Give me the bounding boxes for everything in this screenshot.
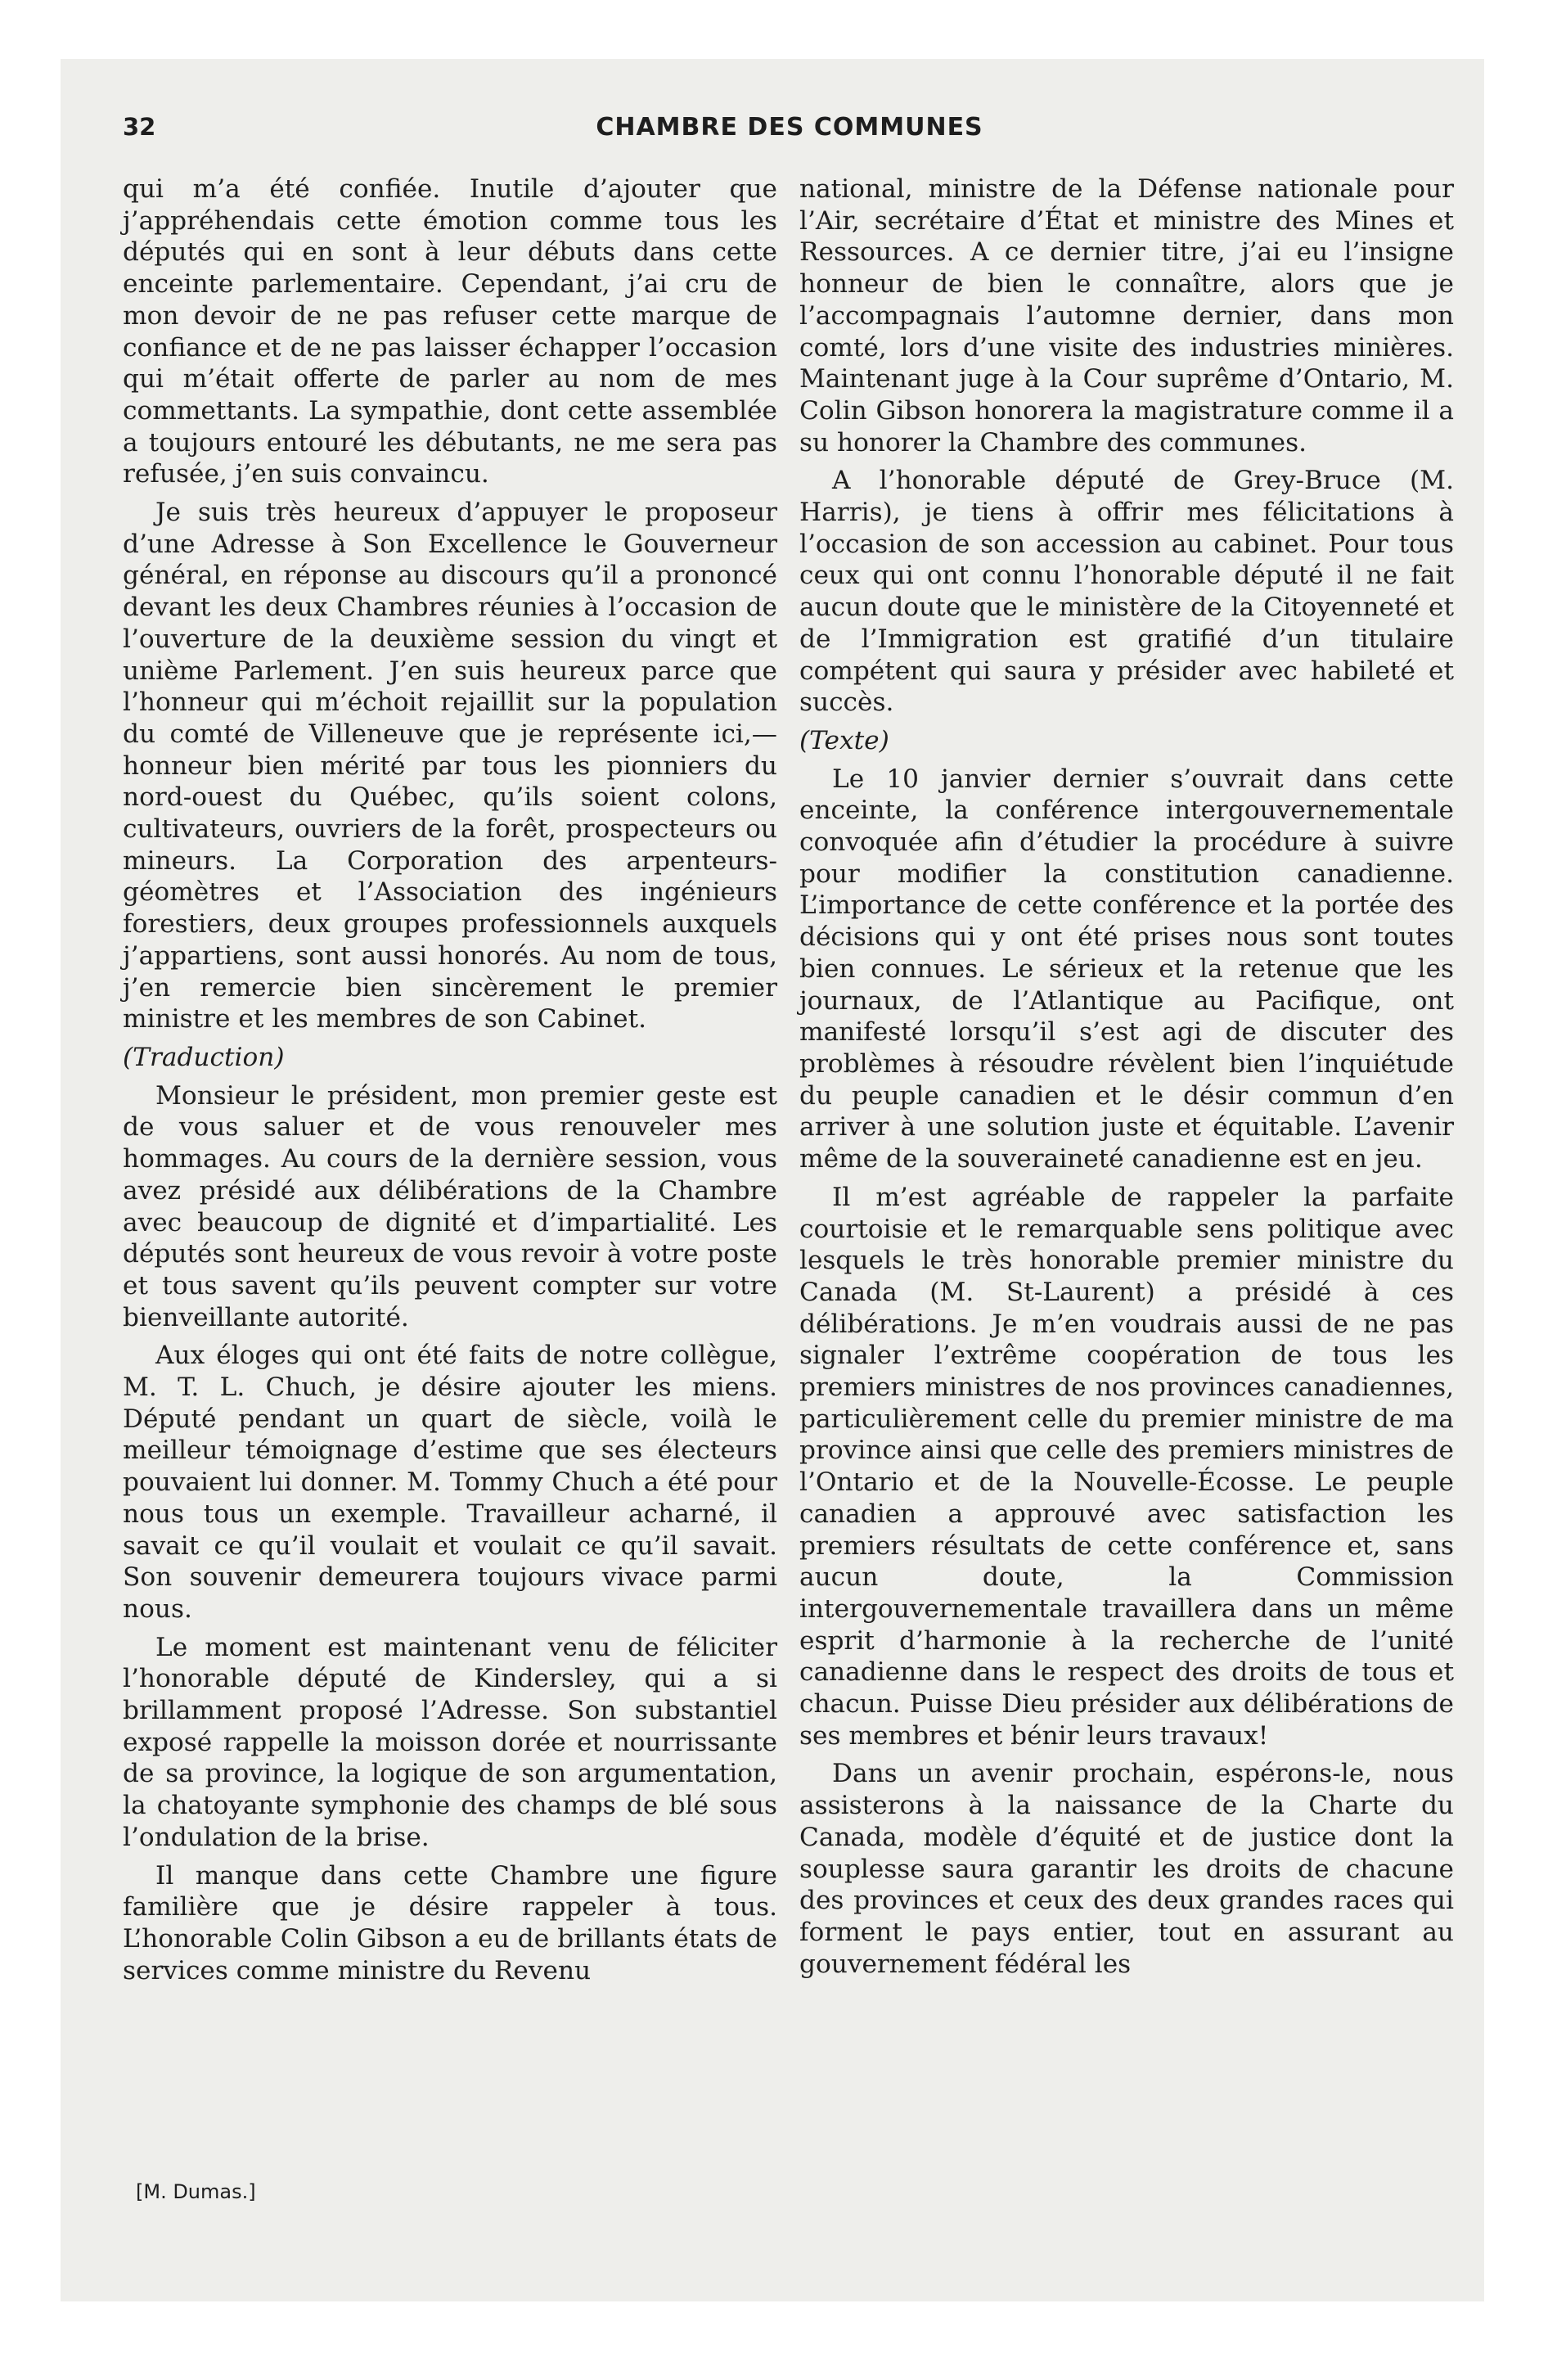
page-number: 32 <box>123 113 156 141</box>
right-column <box>799 174 1454 1986</box>
paragraph: Le moment est maintenant venu de féliciter l’honorable député de Kindersley, qui a si brillamment proposé l’Adresse. Son substantiel exposé rappelle la moisson dorée et nourrissante de sa province, la logique de son argumentation, la chatoyante symphonie des champs de blé sous l’ondulation de la brise. <box>123 1632 777 1852</box>
paragraph: qui m’a été confiée. Inutile d’ajouter que j’appréhendais cette émotion comme tous les députés qui en sont à leur débuts dans cette enceinte parlementaire. Cependant, j’ai cru de mon devoir de ne pas refuser cette marque de confiance et de ne pas laisser échapper l’occasion qui m’était offerte de parler au nom de mes commettants. La sympathie, dont cette assemblée a toujours entouré les débutants, ne me sera pas refusée, j’en suis convaincu. <box>123 174 777 489</box>
section-label-traduction: (Traduction) <box>123 1042 285 1072</box>
page-header <box>123 113 1456 149</box>
speaker-footer: [M. Dumas.] <box>136 2180 256 2203</box>
left-column <box>123 174 777 1993</box>
paragraph: A l’honorable député de Grey-Bruce (M. Harris), je tiens à offrir mes félicitations à l’occasion de son accession au cabinet. Pour tous ceux qui ont connu l’honorable député il ne fait aucun doute que le ministère de la Citoyenneté et de l’Immigration est gratifié d’un titulaire compétent qui saura y présider avec habileté et succès. <box>799 466 1454 718</box>
section-label-texte: (Texte) <box>799 725 889 755</box>
paragraph: Il m’est agréable de rappeler la parfaite courtoisie et le remarquable sens politique avec lesquels le très honorable premier ministre du Canada (M. St-Laurent) a présidé à ces délibérations. Je m’en voudrais aussi de ne pas signaler l’extrême coopération de tous les premiers ministres de nos provinces canadiennes, particulièrement celle du premier ministre de ma province ainsi que celle des premiers ministres de l’Ontario et de la Nouvelle-Écosse. Le peuple canadien a approuvé avec satisfaction les premiers résultats de cette conférence et, sans aucun doute, la Commission intergouvernementale travaillera dans un même esprit d’harmonie à la recherche de l’unité canadienne dans le respect des droits de tous et chacun. Puisse Dieu présider aux délibérations de ses membres et bénir leurs travaux! <box>799 1182 1454 1751</box>
paragraph: Dans un avenir prochain, espérons-le, nous assisterons à la naissance de la Charte du Canada, modèle d’équité et de justice dont la souplesse saura garantir les droits de chacune des provinces et ceux des deux grandes races qui forment le pays entier, tout en assurant au gouvernement fédéral les <box>799 1759 1454 1979</box>
paragraph: Je suis très heureux d’appuyer le proposeur d’une Adresse à Son Excellence le Gouverneur général, en réponse au discours qu’il a prononcé devant les deux Chambres réunies à l’occasion de l’ouverture de la deuxième session du vingt et unième Parlement. J’en suis heureux parce que l’honneur qui m’échoit rejaillit sur la population du comté de Villeneuve que je représente ici,— honneur bien mérité par tous les pionniers du nord-ouest du Québec, qu’ils soient colons, cultivateurs, ouvriers de la forêt, prospecteurs ou mineurs. La Corporation des arpenteurs-géomètres et l’Association des ingénieurs forestiers, deux groupes professionnels auxquels j’appartiens, sont aussi honorés. Au nom de tous, j’en remercie bien sincèrement le premier ministre et les membres de son Cabinet. <box>123 498 777 1034</box>
paragraph: Le 10 janvier dernier s’ouvrait dans cette enceinte, la conférence intergouvernementale convoquée afin d’étudier la procédure à suivre pour modifier la constitution canadienne. L’importance de cette conférence et la portée des décisions qui y ont été prises nous sont toutes bien connues. Le sérieux et la retenue que les journaux, de l’Atlantique au Pacifique, ont manifesté lorsqu’il s’est agi de discuter des problèmes à résoudre révèlent bien l’inquiétude du peuple canadien et le désir commun d’en arriver à une solution juste et équitable. L’avenir même de la souveraineté canadienne est en jeu. <box>799 764 1454 1174</box>
running-head: CHAMBRE DES COMMUNES <box>596 113 983 142</box>
paragraph: national, ministre de la Défense nationale pour l’Air, secrétaire d’État et ministre des Mines et Ressources. A ce dernier titre, j’ai eu l’insigne honneur de bien le connaître, alors que je l’accompagnais l’automne dernier, dans mon comté, lors d’une visite des industries minières. Maintenant juge à la Cour suprême d’Ontario, M. Colin Gibson honorera la magistrature comme il a su honorer la Chambre des communes. <box>799 174 1454 458</box>
paragraph: Il manque dans cette Chambre une figure familière que je désire rappeler à tous. L’honorable Colin Gibson a eu de brillants états de services comme ministre du Revenu <box>123 1860 777 1986</box>
paragraph: Aux éloges qui ont été faits de notre collègue, M. T. L. Chuch, je désire ajouter les miens. Député pendant un quart de siècle, voilà le meilleur témoignage d’estime que ses électeurs pouvaient lui donner. M. Tommy Chuch a été pour nous tous un exemple. Travailleur acharné, il savait ce qu’il voulait et voulait ce qu’il savait. Son souvenir demeurera toujours vivace parmi nous. <box>123 1341 777 1624</box>
paragraph: Monsieur le président, mon premier geste est de vous saluer et de vous renouveler mes hommages. Au cours de la dernière session, vous avez présidé aux délibérations de la Chambre avec beaucoup de dignité et d’impartialité. Les députés sont heureux de vous revoir à votre poste et tous savent qu’ils peuvent compter sur votre bienveillante autorité. <box>123 1080 777 1332</box>
